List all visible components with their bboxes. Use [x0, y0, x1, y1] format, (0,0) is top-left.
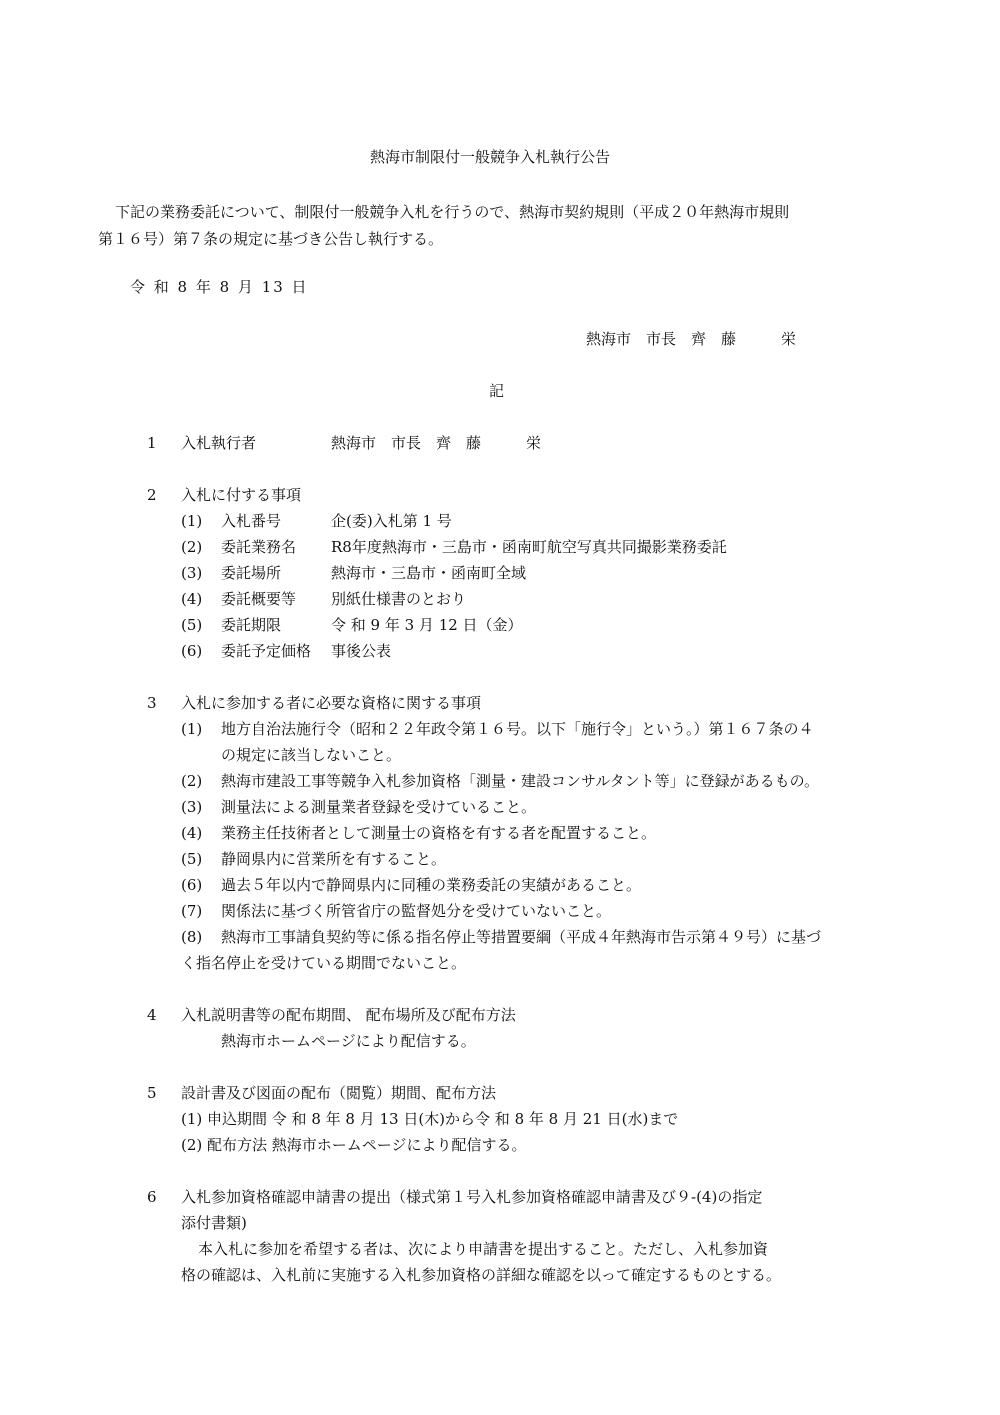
section-5-item: (1) 申込期間 令 和 8 年 8 月 13 日(木)から令 和 8 年 8 月 21 日(水)まで	[181, 1110, 679, 1128]
section-3-item-no: (2)	[181, 772, 203, 790]
section-3-item-text: 静岡県内に営業所を有すること。	[221, 850, 447, 868]
section-1-label: 入札執行者	[181, 434, 257, 452]
section-2-item-value: R8年度熱海市・三島市・函南町航空写真共同撮影業務委託	[331, 538, 727, 556]
section-2-item-label: 委託期限	[221, 616, 282, 634]
section-3-item-no: (8)	[181, 928, 203, 946]
section-3-item-no: (6)	[181, 876, 203, 894]
section-2-item-label: 委託予定価格	[221, 642, 312, 660]
section-3-tail-text: く指名停止を受けている期間でないこと。	[181, 954, 467, 972]
section-2-item-value: 企(委)入札第 1 号	[331, 512, 452, 530]
notice-date: 令 和 8 年 8 月 13 日	[130, 278, 309, 296]
section-4-number: 4	[147, 1006, 157, 1024]
section-2-item-value: 令 和 9 年 3 月 12 日（金）	[331, 616, 523, 634]
notice-title: 熱海市制限付一般競争入札執行公告	[370, 148, 611, 166]
section-3-item-no: (5)	[181, 850, 203, 868]
section-3-item-text: 地方自治法施行令（昭和２２年政令第１６号。以下「施行令」という。）第１６７条の４	[221, 720, 814, 738]
section-2-heading: 入札に付する事項	[181, 486, 302, 504]
section-2-item-no: (4)	[181, 590, 203, 608]
section-2-item-value: 事後公表	[331, 642, 392, 660]
section-2-item-no: (3)	[181, 564, 203, 582]
ki-heading: 記	[489, 382, 505, 400]
section-2-item-no: (6)	[181, 642, 203, 660]
section-2-number: 2	[147, 486, 157, 504]
section-3-heading: 入札に参加する者に必要な資格に関する事項	[181, 694, 482, 712]
section-5-number: 5	[147, 1084, 157, 1102]
section-3-item-no: (4)	[181, 824, 203, 842]
intro-line-1: 下記の業務委託について、制限付一般競争入札を行うので、熱海市契約規則（平成２０年熱海市規則	[115, 203, 790, 221]
section-3-item-no: (7)	[181, 902, 203, 920]
section-2-item-no: (1)	[181, 512, 203, 530]
section-6-body-line: 格の確認は、入札前に実施する入札参加資格の詳細な確認を以って確定するものとする。	[181, 1266, 782, 1284]
section-4-text: 熱海市ホームページにより配信する。	[221, 1032, 476, 1050]
section-3-item-text: の規定に該当しないこと。	[221, 746, 402, 764]
section-2-item-value: 熱海市・三島市・函南町全域	[331, 564, 527, 582]
section-3-number: 3	[147, 694, 157, 712]
section-4-heading: 入札説明書等の配布期間、 配布場所及び配布方法	[181, 1006, 516, 1024]
section-2-item-value: 別紙仕様書のとおり	[331, 590, 467, 608]
section-3-item-no: (1)	[181, 720, 203, 738]
section-2-item-label: 委託業務名	[221, 538, 297, 556]
section-2-item-label: 委託概要等	[221, 590, 297, 608]
section-3-item-text: 業務主任技術者として測量士の資格を有する者を配置すること。	[221, 824, 657, 842]
section-2-item-no: (5)	[181, 616, 203, 634]
section-6-heading-cont: 添付書類)	[181, 1214, 247, 1232]
section-3-item-text: 測量法による測量業者登録を受けていること。	[221, 798, 537, 816]
section-2-item-label: 入札番号	[221, 512, 282, 530]
section-3-item-text: 熱海市建設工事等競争入札参加資格「測量・建設コンサルタント等」に登録があるもの。	[221, 772, 820, 790]
section-6-number: 6	[147, 1188, 157, 1206]
section-6-body-line: 本入札に参加を希望する者は、次により申請書を提出すること。ただし、入札参加資	[198, 1240, 769, 1258]
section-6-heading: 入札参加資格確認申請書の提出（様式第１号入札参加資格確認申請書及び９-(4)の指定	[181, 1188, 763, 1206]
section-2-item-label: 委託場所	[221, 564, 282, 582]
section-3-item-text: 関係法に基づく所管省庁の監督処分を受けていないこと。	[221, 902, 612, 920]
section-3-item-text: 過去５年以内で静岡県内に同種の業務委託の実績があること。	[221, 876, 642, 894]
section-3-item-no: (3)	[181, 798, 203, 816]
section-1-number: 1	[147, 434, 157, 452]
section-5-item: (2) 配布方法 熱海市ホームページにより配信する。	[181, 1136, 527, 1154]
section-5-heading: 設計書及び図面の配布（閲覧）期間、配布方法	[181, 1084, 497, 1102]
intro-line-2: 第１６号）第７条の規定に基づき公告し執行する。	[98, 230, 444, 248]
section-3-item-text: 熱海市工事請負契約等に係る指名停止等措置要綱（平成４年熱海市告示第４９号）に基づ	[221, 928, 822, 946]
signature: 熱海市 市長 齊 藤 栄	[586, 330, 797, 348]
section-1-value: 熱海市 市長 齊 藤 栄	[331, 434, 542, 452]
section-2-item-no: (2)	[181, 538, 203, 556]
